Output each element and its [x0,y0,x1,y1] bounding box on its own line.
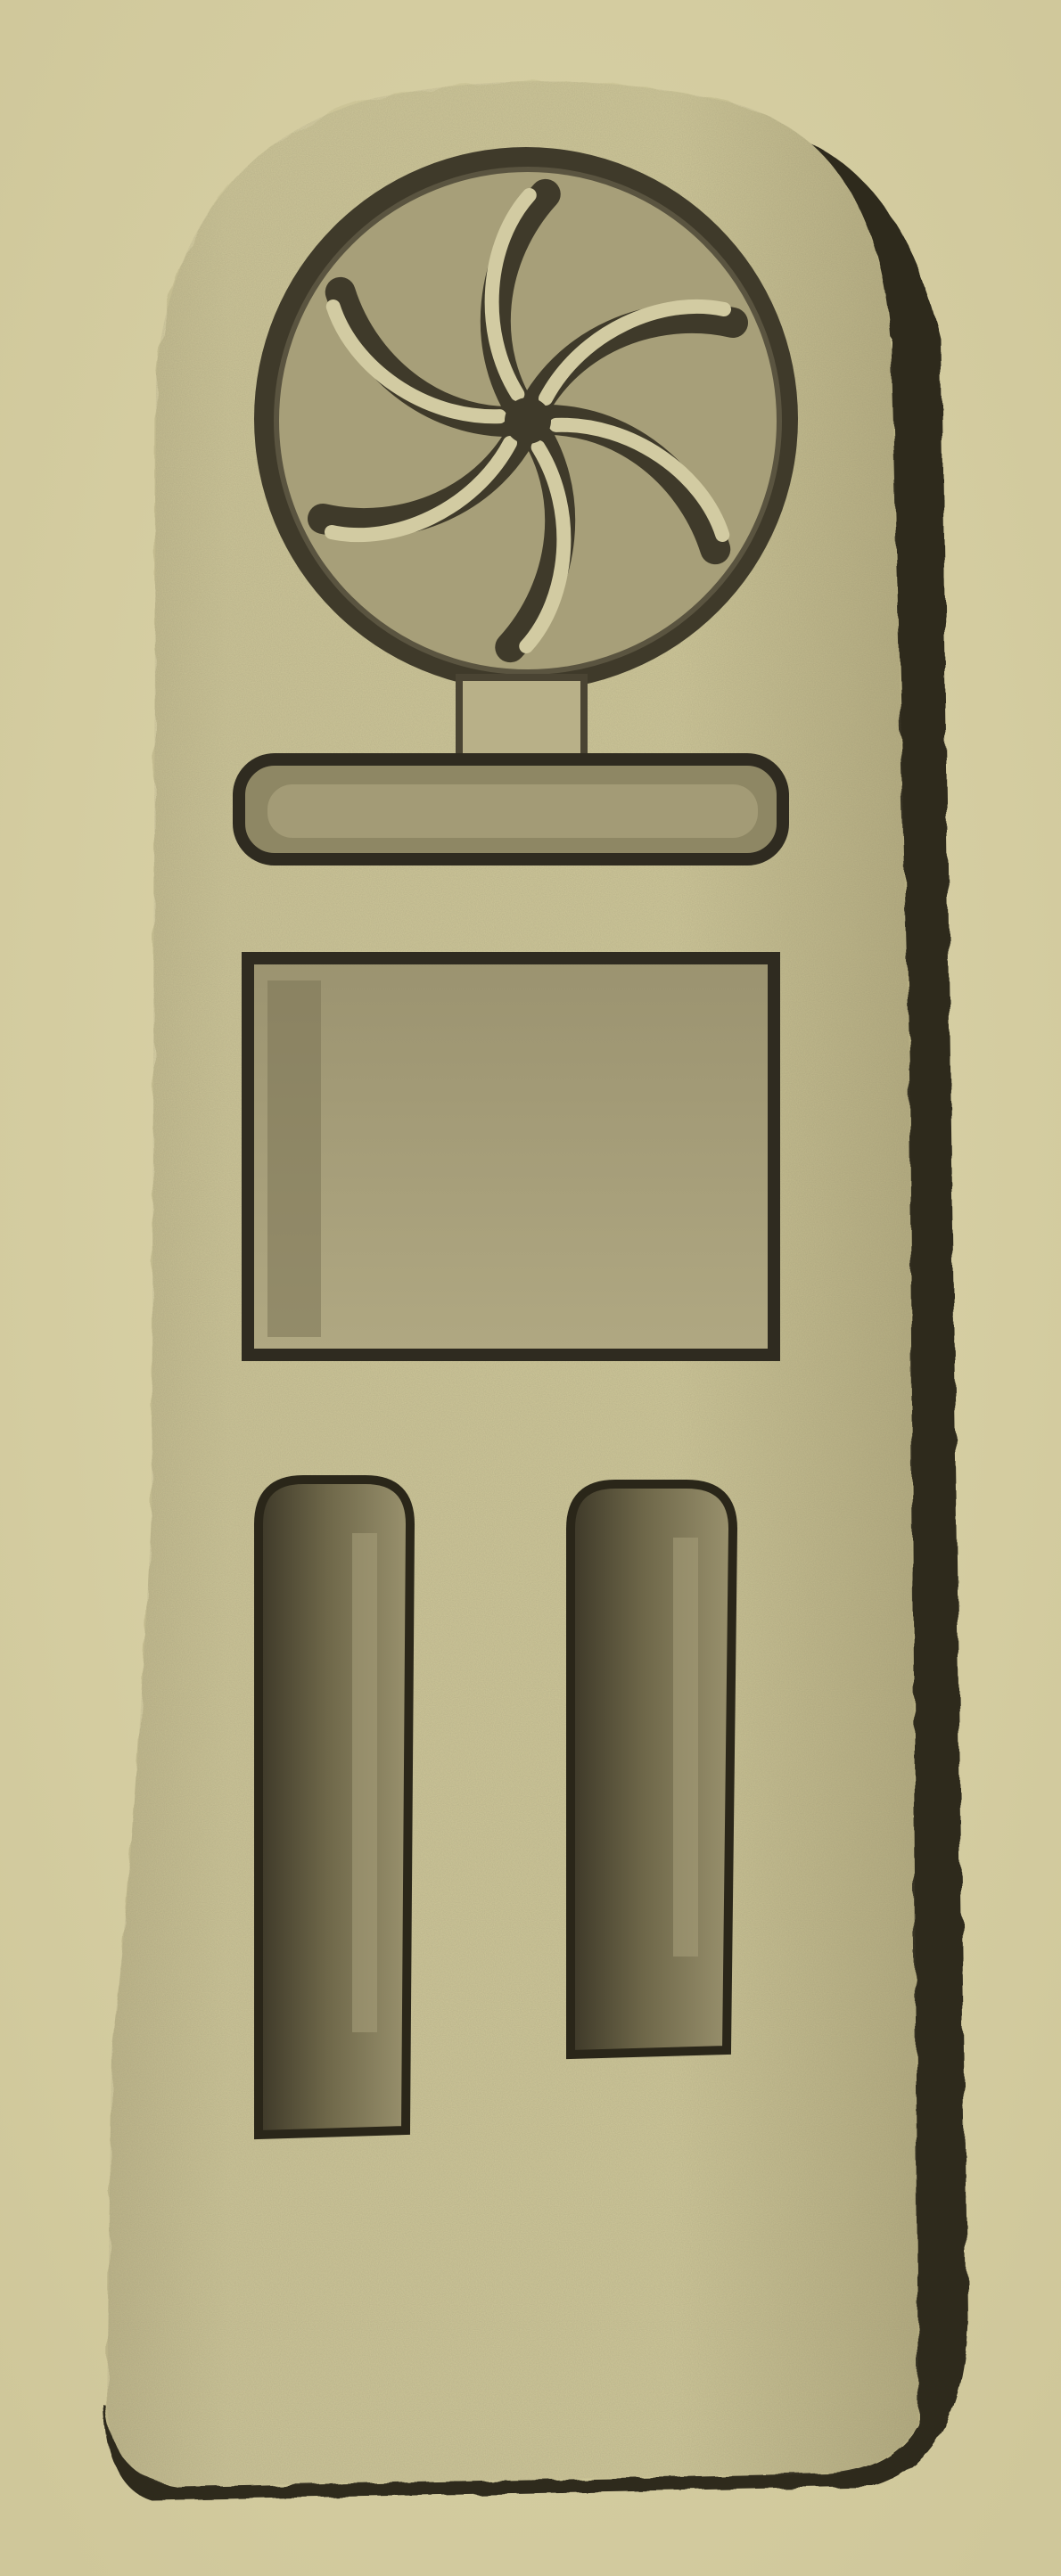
rectangular-panel [248,958,774,1355]
right-groove-highlight [673,1538,698,1957]
rosette-disc [254,147,798,691]
left-vertical-groove [259,1480,410,2135]
rectangular-panel-inner-shade [267,980,321,1337]
horizontal-bar-highlight [267,784,758,838]
right-vertical-groove [571,1484,733,2055]
left-groove-highlight [352,1533,377,2032]
